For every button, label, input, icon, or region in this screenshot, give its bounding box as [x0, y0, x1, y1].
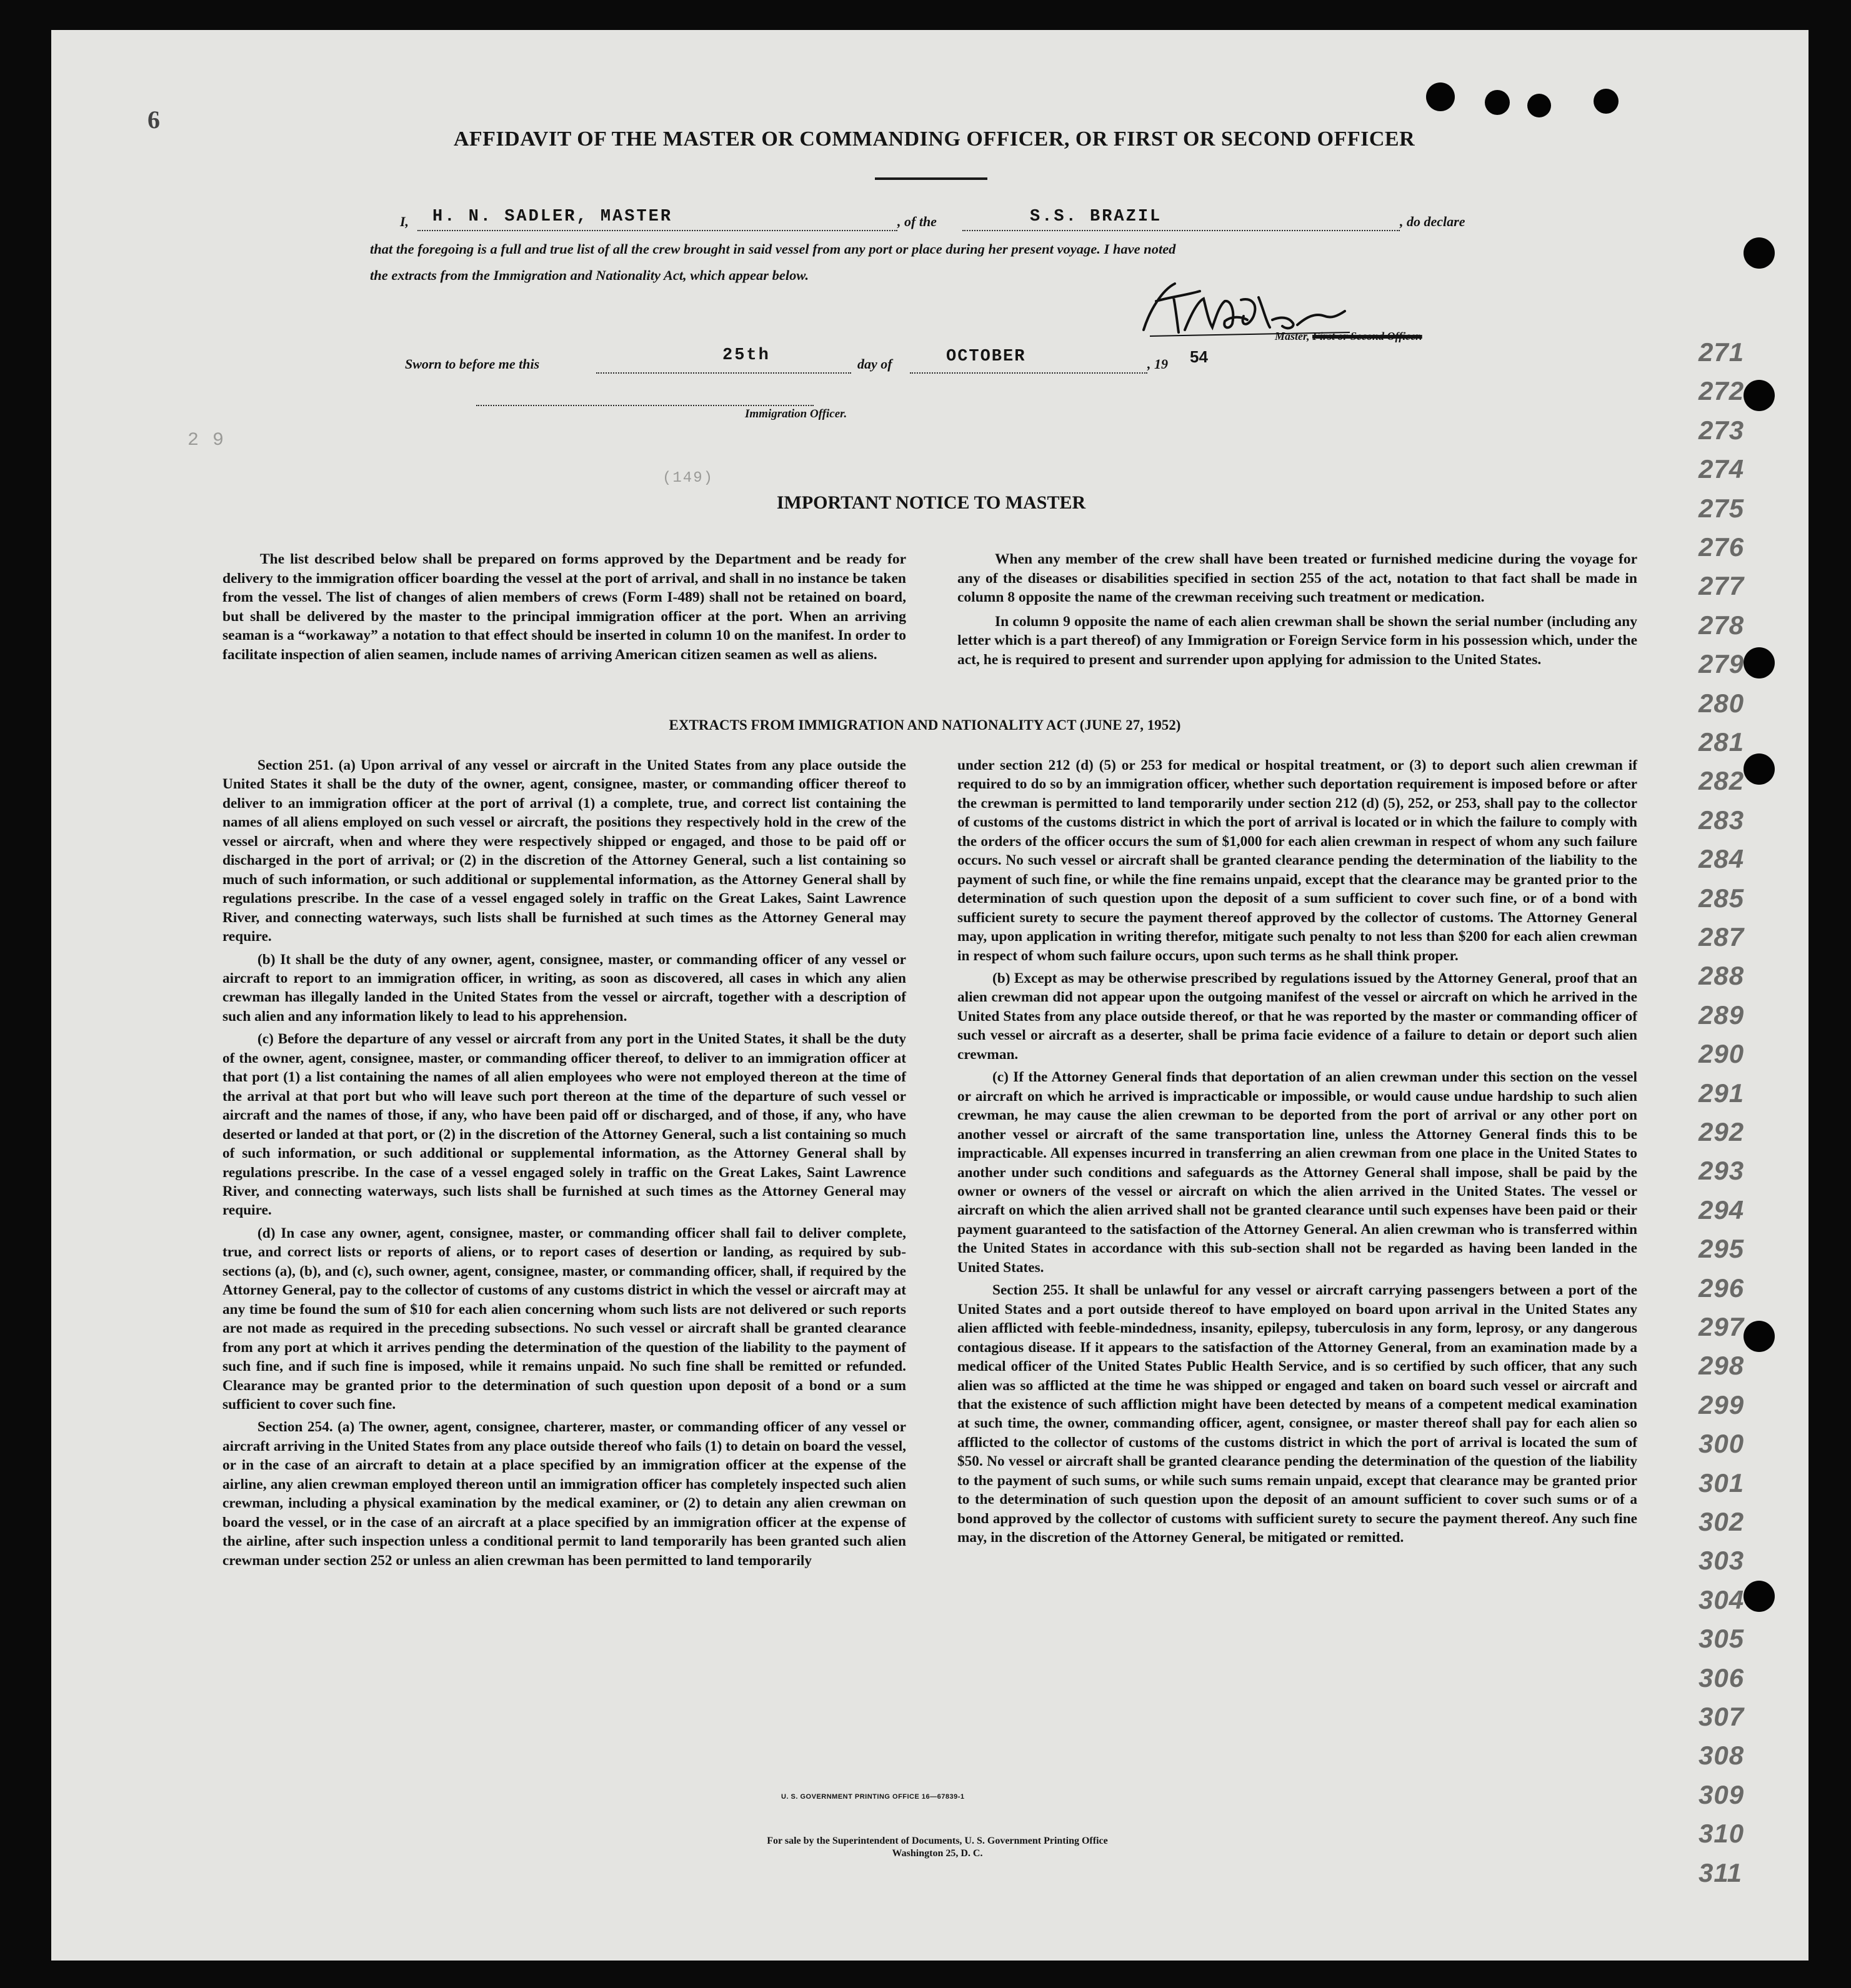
sworn-label: Sworn to before me this [405, 356, 540, 372]
master-name-value: H. N. SADLER, MASTER [432, 207, 673, 226]
margin-row-number: 285 [1699, 883, 1745, 913]
section-251-a: Section 251. (a) Upon arrival of any vessel or aircraft in the United States from any place outside the United States it shall be the duty of the owner, agent, consignee, master, or commanding officer thereof to deliver to an immigration officer at the port of arrival (1) a complete, true, and correct list containing the names of all aliens employed on such vessel or aircraft, the positions they respectively hold in the crew of the vessel or aircraft, when and where they were respectively shipped or engaged, and those to be paid off or discharged in the port of arrival; or (2) in the discretion of the Attorney General, such a list containing so much of such information, or such additional or supplemental information, as the Attorney General shall by regulations prescribe. In the case of a vessel engaged solely in traffic on the Great Lakes, Saint Lawrence River, and connecting waterways, such lists shall be furnished at such times as the Attorney General may require. [222, 757, 906, 945]
notice-right-paragraph-2: In column 9 opposite the name of each alien crewman shall be shown the serial number (including any letter which is a part thereof) of any Immigration or Foreign Service form in his possession which, under the act, he is required to present and surrender upon applying for admission to the United States. [957, 613, 1637, 668]
extracts-heading: EXTRACTS FROM IMMIGRATION AND NATIONALITY ACT (JUNE 27, 1952) [669, 717, 1181, 733]
binder-hole [1744, 380, 1775, 411]
sale-notice-line-1: For sale by the Superintendent of Documents, U. S. Government Printing Office [767, 1836, 1108, 1846]
margin-row-number: 278 [1699, 610, 1745, 640]
do-declare-label: , do declare [1400, 214, 1465, 229]
margin-row-number: 298 [1699, 1351, 1745, 1381]
margin-row-number: 295 [1699, 1234, 1745, 1264]
section-254-c: (c) If the Attorney General finds that deportation of an alien crewman under this section on the vessel or aircraft on which he arrived is impracticable or impossible, or would cause undue hardship to such alien crewman, he may cause the alien crewman to be deported from the port of arrival or any other port on another vessel or aircraft of the same transportation line, unless the Attorney General finds this to be impracticable. All expenses incurred in transferring an alien crewman from one place in the United States to another under such conditions and safeguards as the Attorney General shall impose, shall be paid by the owner or owners of the vessel or aircraft on which the alien arrived in the United States. The vessel or aircraft on which the alien arrived shall not be granted clearance until such expenses have been paid or their payment guaranteed to the satisfaction of the Attorney General. An alien crewman who is transferred within the United States in accordance with this sub-section shall not be regarded as having been landed in the United States. [957, 1069, 1637, 1276]
notice-right-paragraph-1: When any member of the crew shall have been treated or furnished medicine during the voyage for any of the diseases or disabilities specified in section 255 of the act, notation to that fact shall be made in column 8 opposite the name of the crewman receiving such treatment or medication. [957, 551, 1637, 606]
margin-row-number: 290 [1699, 1039, 1745, 1069]
binder-hole [1485, 90, 1510, 115]
margin-row-number: 274 [1699, 454, 1745, 484]
margin-row-number: 292 [1699, 1117, 1745, 1146]
margin-row-number: 277 [1699, 571, 1745, 601]
section-251-c: (c) Before the departure of any vessel or aircraft from any port in the United States, it shall be the duty of the owner, agent, consignee, master, or commanding officer thereof, to deliver to an immigration officer at that port (1) a list containing the names of all alien employees who were not employed thereon at the time of the arrival at that port but who will leave such port thereon at the time of the departure of such vessel or aircraft and the names of those, if any, who have been paid off or discharged, and of those, if any, who have deserted or landed at that port, or (2) in the discretion of the Attorney General, such a list containing so much of such information, or such additional or supplemental information, as the Attorney General shall by regulations prescribe. In the case of a vessel engaged solely in traffic on the Great Lakes, Saint Lawrence River, and connecting waterways, such lists shall be furnished at such times as the Attorney General may require. [222, 1031, 906, 1219]
margin-row-number: 311 [1699, 1857, 1742, 1887]
vessel-name-line [962, 230, 1400, 231]
master-name-line [417, 230, 897, 231]
year-prefix-label: , 19 [1147, 356, 1168, 372]
declaration-line-2: the extracts from the Immigration and Nationality Act, which appear below. [370, 267, 809, 283]
margin-row-number: 280 [1699, 688, 1745, 718]
margin-row-number: 310 [1699, 1819, 1745, 1849]
binder-hole [1744, 753, 1775, 785]
margin-row-number: 284 [1699, 844, 1745, 874]
notice-left-paragraph: The list described below shall be prepared on forms approved by the Department and be ready for delivery to the immigration officer boarding the vessel at the port of arrival, and shall in no instance be taken from the vessel. The list of changes of alien members of crews (Form I-489) shall not be retained on board, but shall be delivered by the master to the principal immigration officer at the port. When an arriving seaman is a “workaway” a notation to that effect should be inserted in column 10 on the manifest. In order to facilitate inspection of alien seamen, include names of arriving American citizen seamen as well as aliens. [222, 551, 906, 663]
bleed-through-text: (149) [662, 470, 714, 487]
extracts-left-column [222, 756, 906, 1574]
section-254-a-continued: under section 212 (d) (5) or 253 for medical or hospital treatment, or (3) to deport such alien crewman if required to do so by an immigration officer, whether such deportation requirement is imposed before or after the crewman is permitted to land temporarily under section 212 (d) (5), 252, or 253, shall pay to the collector of customs of the customs district in which the port of arrival is located or in which the failure to comply with the orders of the officer occurs the sum of $1,000 for each alien crewman in respect of whom any such failure occurs. No such vessel or aircraft shall be granted clearance pending the determination of the liability to the payment of such fine, or while the fine remains unpaid, except that the clearance may be granted prior to the determination of such question upon the deposit of a sum sufficient to cover such fine, or of a bond with sufficient surety to secure the payment thereof approved by the collector of customs. The Attorney General may, upon application in writing therefor, mitigate such penalty to not less than $200 for each alien crewman in respect of whom such failure occurs, upon such terms as he shall think proper. [957, 757, 1637, 964]
margin-row-number: 293 [1699, 1156, 1745, 1186]
margin-row-number: 303 [1699, 1546, 1745, 1576]
margin-row-number: 294 [1699, 1195, 1745, 1225]
affidavit-title: AFFIDAVIT OF THE MASTER OR COMMANDING OFFICER, OR FIRST OR SECOND OFFICER [453, 127, 1415, 151]
binder-hole [1744, 1581, 1775, 1612]
i-label: I, [400, 214, 409, 229]
master-caption [1275, 330, 1422, 343]
day-of-label: day of [857, 356, 892, 372]
title-rule [875, 177, 987, 180]
margin-row-number: 308 [1699, 1741, 1745, 1771]
section-254-a: Section 254. (a) The owner, agent, consignee, charterer, master, or commanding officer of any vessel or aircraft arriving in the United States from any place outside thereof who fails (1) to detain on board the vessel, or in the case of an aircraft to detain at a place specified by an immigration officer at the expense of the airline, any alien crewman employed thereon until an immigration officer has completely inspected such alien crewman, including a physical examination by the medical examiner, or (2) to detain any alien crewman on board the vessel, or in the case of an aircraft at a place specified by an immigration officer at the expense of the airline, after such inspection unless a conditional permit to land temporarily has been granted such alien crewman under section 252 or unless an alien crewman has been permitted to land temporarily [222, 1419, 906, 1569]
margin-row-number: 309 [1699, 1779, 1745, 1809]
sworn-month-value: OCTOBER [946, 347, 1026, 366]
binder-hole [1744, 237, 1775, 269]
margin-row-number: 272 [1699, 376, 1745, 406]
margin-row-number: 276 [1699, 532, 1745, 562]
of-the-label: , of the [897, 214, 937, 229]
immigration-officer-caption: Immigration Officer. [745, 407, 847, 420]
master-caption-label: Master, [1275, 330, 1313, 342]
binder-hole [1527, 94, 1551, 117]
binder-hole [1594, 89, 1619, 114]
margin-row-number: 282 [1699, 766, 1745, 796]
notice-heading: IMPORTANT NOTICE TO MASTER [776, 492, 1086, 513]
binder-hole [1744, 1321, 1775, 1352]
margin-row-number: 281 [1699, 727, 1745, 757]
section-251-d: (d) In case any owner, agent, consignee, master, or commanding officer shall fail to deliver complete, true, and correct lists or reports of aliens, or to report cases of desertion or landing, as required by sub-sections (a), (b), and (c), such owner, agent, consignee, master, or commanding officer, shall, if required by the Attorney General, pay to the collector of customs of any customs district in which the vessel or aircraft may at any time be found the sum of $10 for each alien concerning whom such lists are not delivered or such reports are not made as required in the preceding subsections. No such vessel or aircraft shall be granted clearance from any port at which it arrives pending the determination of the question of the liability to the payment of such fine, and if such fine is imposed, while it remains unpaid. No such fine shall be remitted or refunded. Clearance may be granted prior to the determination of such question upon deposit of a bond or a sum sufficient to cover such fine. [222, 1225, 906, 1413]
sworn-day-line [596, 372, 851, 374]
year-suffix-value: 54 [1190, 347, 1208, 366]
margin-row-number: 304 [1699, 1584, 1745, 1614]
margin-row-number: 279 [1699, 649, 1745, 679]
sworn-day-value: 25th [722, 346, 771, 365]
binder-hole [1426, 82, 1455, 111]
notice-left-column [222, 550, 906, 665]
notice-right-column [957, 550, 1637, 670]
binder-hole [1744, 647, 1775, 678]
immigration-officer-line [476, 405, 814, 406]
margin-row-number: 289 [1699, 1000, 1745, 1030]
bleed-through-text: 2 9 [187, 430, 226, 451]
margin-row-number: 271 [1699, 337, 1745, 367]
margin-row-number: 275 [1699, 493, 1745, 523]
master-caption-struck: First or Second Officer. [1312, 330, 1422, 342]
margin-row-number: 296 [1699, 1273, 1745, 1303]
margin-row-number: 291 [1699, 1078, 1745, 1108]
declaration-line-1: that the foregoing is a full and true list of all the crew brought in said vessel from any port or place during her present voyage. I have noted [370, 241, 1176, 257]
section-254-b: (b) Except as may be otherwise prescribed by regulations issued by the Attorney General, proof that an alien crewman did not appear upon the outgoing manifest of the vessel or aircraft on which he arrived in the United States from any place outside thereof, or that he was reported by the master or commanding officer of such vessel or aircraft as a deserter, shall be prima facie evidence of a failure to detain or deport such alien crewman. [957, 970, 1637, 1063]
sworn-month-line [910, 372, 1147, 374]
section-255: Section 255. It shall be unlawful for any vessel or aircraft carrying passengers between a port of the United States and a port outside thereof to have employed on board upon arrival in the United States any alien afflicted with feeble-mindedness, insanity, epilepsy, tuberculosis in any form, leprosy, or any dangerous contagious disease. If it appears to the satisfaction of the Attorney General, from an examination made by a medical officer of the United States Public Health Service, and is so certified by such officer, that any such alien was so afflicted at the time he was shipped or engaged and taken on board such vessel or aircraft and that the existence of such affliction might have been detected by means of a competent medical examination at such time, the owner, commanding officer, agent, consignee, or master thereof shall pay for each alien so afflicted to the collector of customs of the customs district in which the port of arrival is located the sum of $50. No vessel or aircraft shall be granted clearance pending the determination of the question of the liability to the payment of such sums, or while such sums remain unpaid, except that clearance may be granted prior to the determination of such question upon the deposit of an amount sufficient to cover such sums or of a bond approved by the collector of customs with sufficient surety to secure the payment thereof. Any such fine may, in the discretion of the Attorney General, be mitigated or remitted. [957, 1282, 1637, 1546]
margin-row-number: 299 [1699, 1389, 1745, 1419]
margin-row-number: 305 [1699, 1624, 1745, 1654]
margin-row-number: 287 [1699, 922, 1745, 952]
vessel-name-value: S.S. BRAZIL [1030, 207, 1162, 226]
margin-row-number: 297 [1699, 1312, 1745, 1341]
margin-row-number: 302 [1699, 1507, 1745, 1536]
margin-row-number: 273 [1699, 415, 1745, 445]
margin-row-number: 307 [1699, 1702, 1745, 1731]
gpo-imprint: U. S. GOVERNMENT PRINTING OFFICE 16—67839-1 [781, 1793, 965, 1801]
margin-row-number: 306 [1699, 1662, 1745, 1692]
page-number: 6 [147, 106, 160, 134]
margin-row-number: 300 [1699, 1429, 1745, 1459]
margin-row-number: 283 [1699, 805, 1745, 835]
margin-row-number: 288 [1699, 961, 1745, 991]
margin-row-number: 301 [1699, 1468, 1745, 1498]
extracts-right-column [957, 756, 1637, 1551]
section-251-b: (b) It shall be the duty of any owner, agent, consignee, master, or commanding officer of any vessel or aircraft to report to an immigration officer, in writing, as soon as discovered, all cases in which any alien crewman has illegally landed in the United States from the vessel or aircraft, together with a description of such alien and any information likely to lead to his apprehension. [222, 951, 906, 1025]
sale-notice-line-2: Washington 25, D. C. [892, 1848, 983, 1859]
